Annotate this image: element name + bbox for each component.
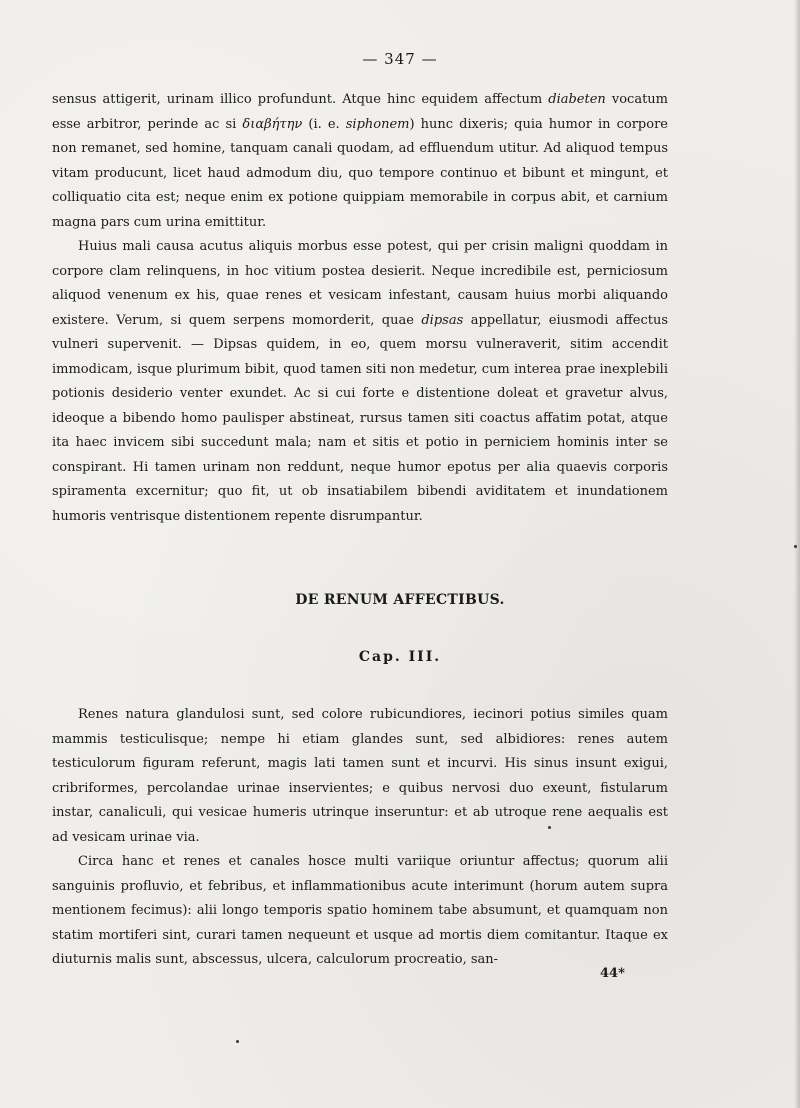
greek-term: διαβήτην [242,116,303,132]
text-run: Huius mali causa acutus aliquis morbus esse potest, qui per crisin maligni quoddam in corpore clam relinquens, in hoc vitium postea desierit. Neque incredibile est, perniciosum aliquod venenum ex his, quae renes et vesicam infestant, causam huius morbi aliquando existere. Verum, si quem serpens momorderit, quae [52,239,668,328]
paragraph [52,235,668,529]
italic-term: siphonem [345,116,410,132]
text-run: vocatum esse arbitror, perinde ac si [52,92,668,132]
page-edge-shadow [794,0,800,1108]
italic-term: diabeten [548,92,606,107]
text-run: ) hunc dixeris; quia humor in corpore non remanet, sed homine, tanquam canali quodam, ad effluendum utitur. Ad aliquod tempus vitam producunt, licet haud admodum diu, quo tempore continuo et bibunt et mingunt, et colliquatio cita est; neque enim ex potione quippiam memorabile in corpus abit, et carnium magna pars cum urina emittitur. [52,116,668,230]
page-number: — 347 — [362,50,438,68]
italic-term: dipsas [421,312,464,328]
text-block-diabetes [52,88,668,529]
text-run: (i. e. [302,116,346,132]
ink-speck [548,826,551,829]
ink-speck [236,1040,239,1043]
signature-mark: 44* [600,966,625,981]
paragraph [52,88,668,235]
chapter-title: Cap. III. [358,649,442,665]
text-block-kidneys [52,703,668,973]
section-title: DE RENUM AFFECTIBUS. [295,592,505,608]
text-run: sensus attigerit, urinam illico profundunt. Atque hinc equidem affectum [52,92,549,107]
paragraph: Renes natura glandulosi sunt, sed colore rubicundiores, iecinori potius similes quam mammis testiculisque; nempe hi etiam glandes sunt, sed albidiores: renes autem testiculorum figuram referunt, magis lati tamen sunt et incurvi. His sinus insunt exigui, cribriformes, percolandae urinae inservientes; e quibus nervosi duo exeunt, fistularum instar, canaliculi, qui vesicae humeris utrinque inseruntur: et ab utroque rene aequalis est ad vesicam urinae via. [52,707,668,845]
paragraph: Circa hanc et renes et canales hosce multi variique oriuntur affectus; quorum alii sanguinis profluvio, et febribus, et inflammationibus acute interimunt (horum autem supra mentionem fecimus): alii longo temporis spatio hominem tabe absumunt, et quamquam non statim mortiferi sint, curari tamen nequeunt et usque ad mortis diem comitantur. Itaque ex diuturnis malis sunt, abscessus, ulcera, calculorum procreatio, san- [52,854,668,967]
text-run: appellatur, eiusmodi affectus vulneri supervenit. — Dipsas quidem, in eo, quem morsu vulneraverit, sitim accendit immodicam, isque plurimum bibit, quod tamen siti non medetur, cum interea prae inexplebili potionis desiderio venter exundet. Ac si cui forte e distentione doleat et gravetur alvus, ideoque a bibendo homo paulisper abstineat, rursus tamen siti coactus affatim potat, atque ita haec invicem sibi succedunt mala; nam et sitis et potio in perniciem hominis inter se conspirant. Hi tamen urinam non reddunt, neque humor epotus per alia quaevis corporis spiramenta excernitur; quo fit, ut ob insatiabilem bibendi aviditatem et inundationem humoris ventrisque distentionem repente disrumpantur. [52,312,668,524]
